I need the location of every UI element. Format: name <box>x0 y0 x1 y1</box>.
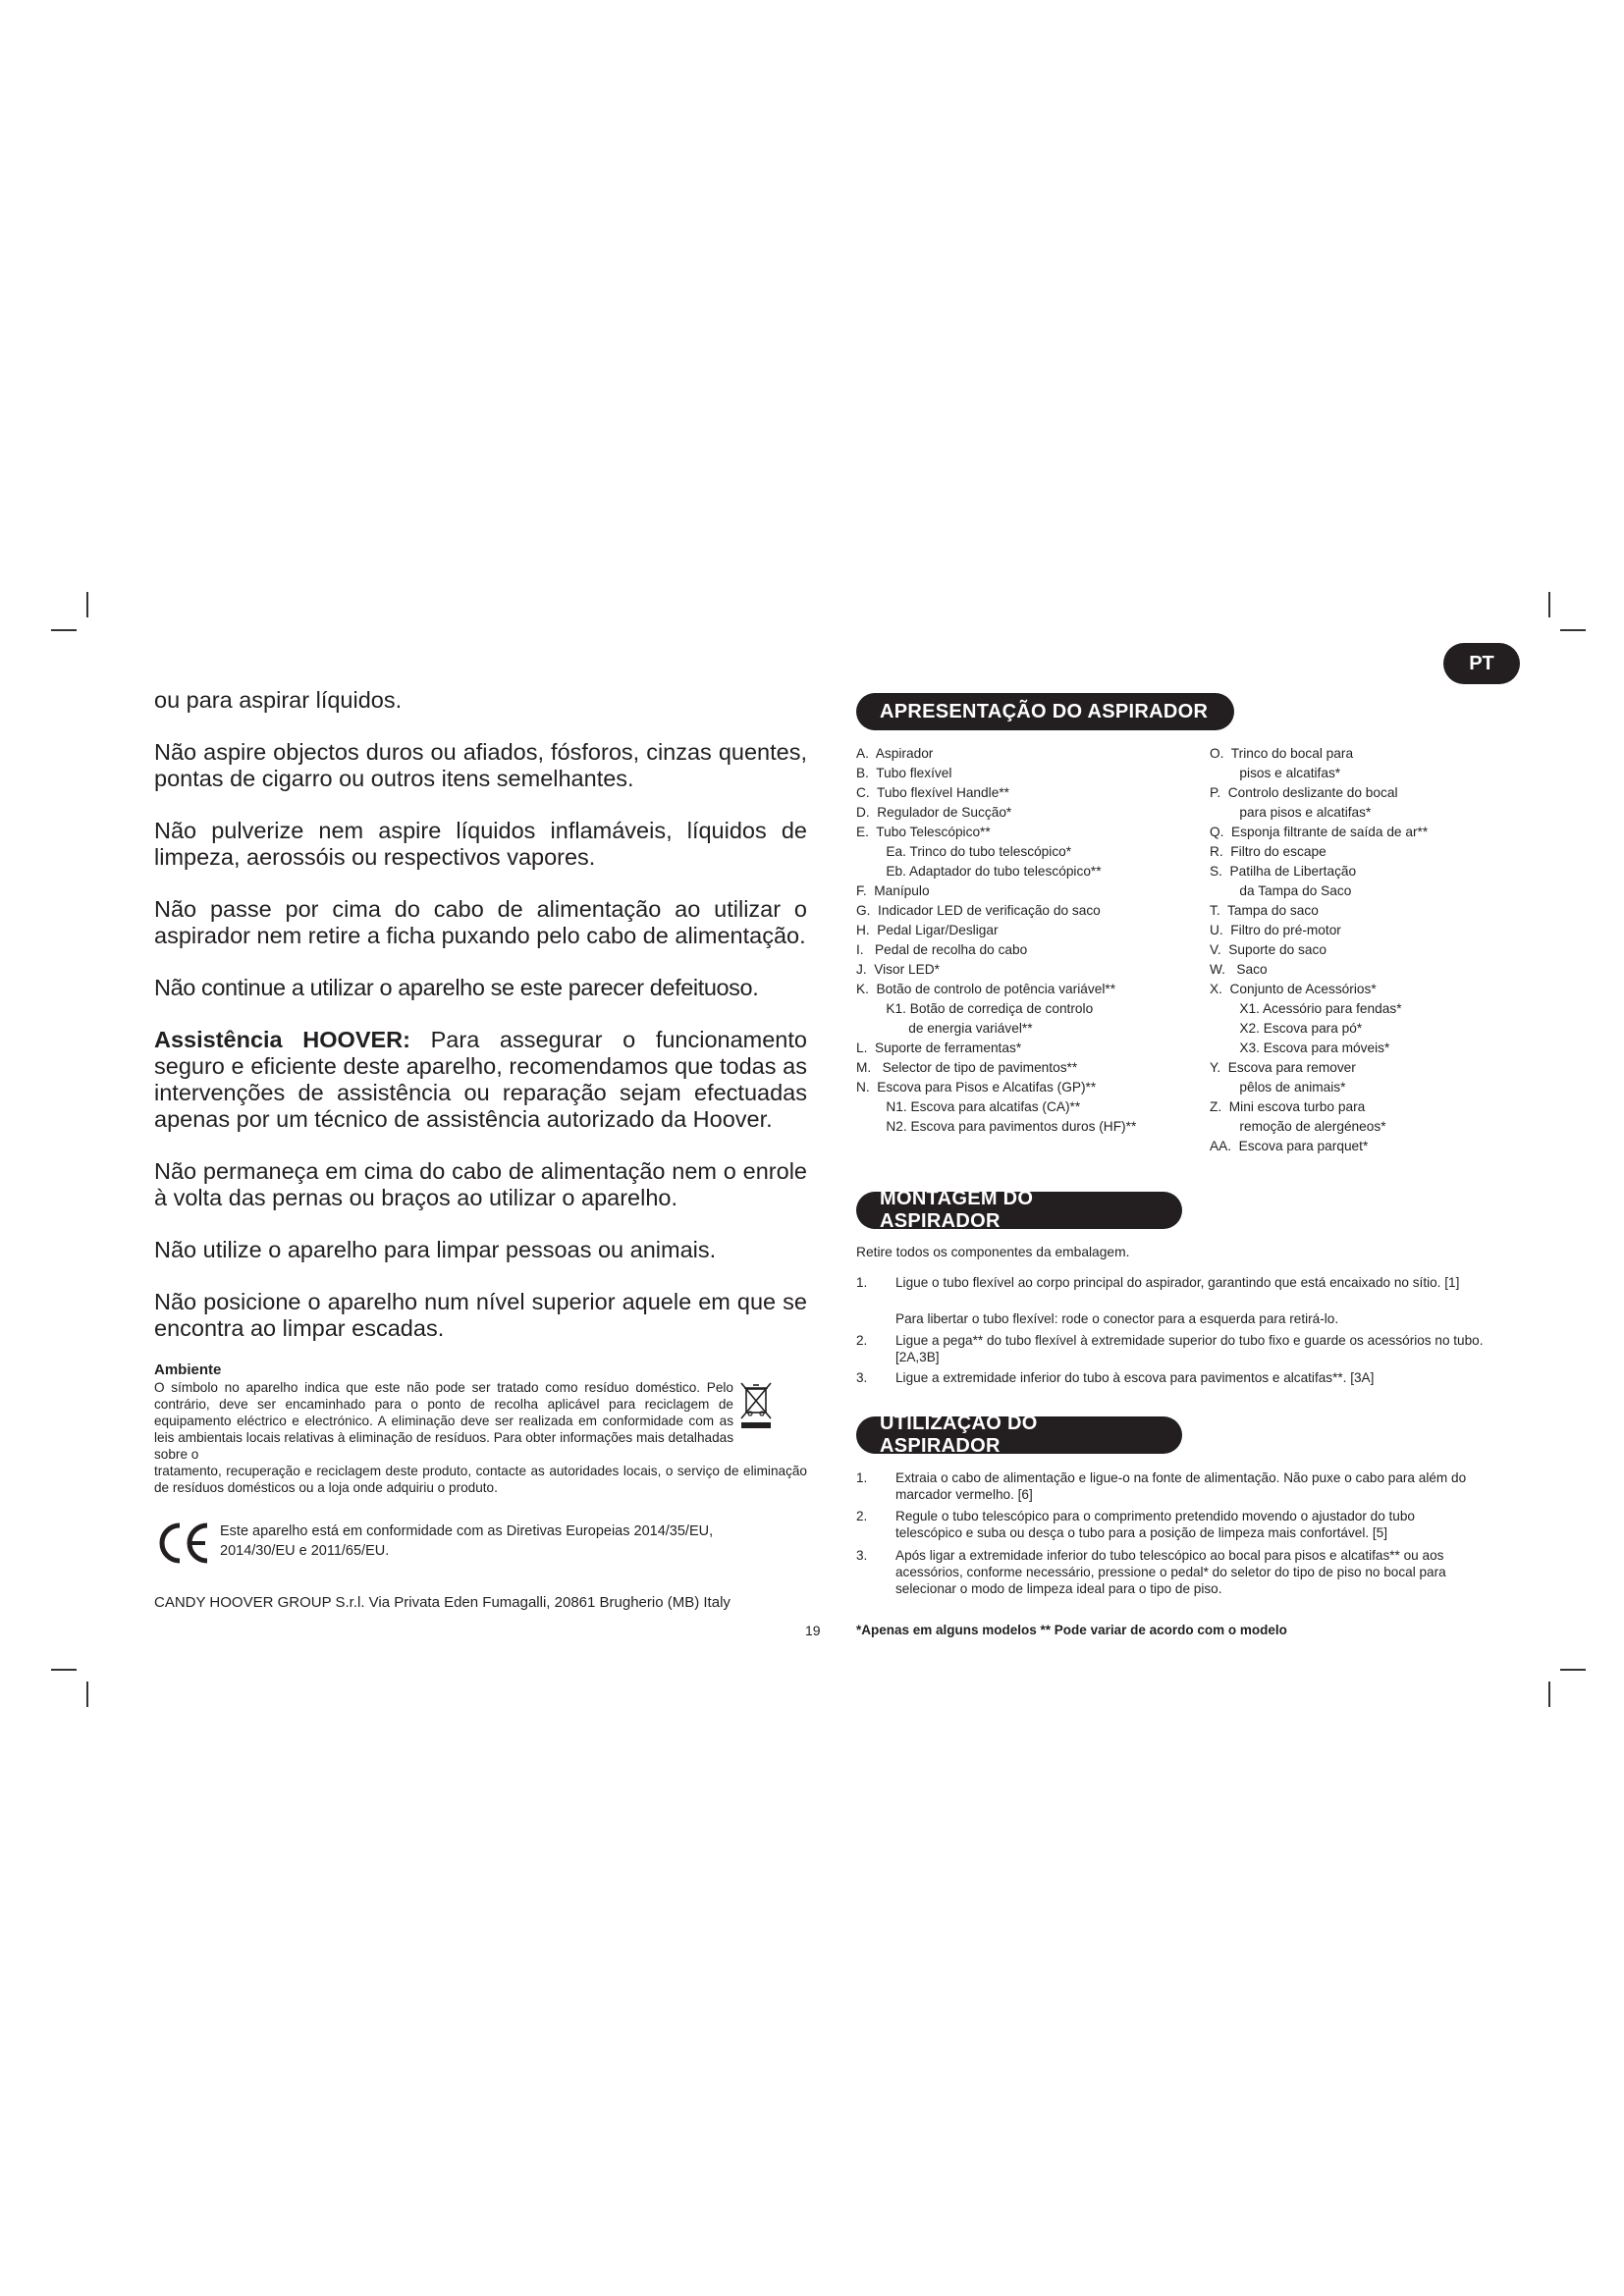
page-number: 19 <box>805 1623 821 1638</box>
environment-text-b: tratamento, recuperação e reciclagem deste produto, contacte as autoridades locais, o serviço de eliminação de resíduos domésticos ou a loja onde adquiriu o produto. <box>154 1464 807 1495</box>
assistance-paragraph <box>154 1027 807 1133</box>
crop-mark <box>1560 629 1586 631</box>
parts-list-item: F. Manípulo <box>856 883 930 898</box>
step-number: 1. <box>856 1470 868 1485</box>
left-column <box>154 687 807 1611</box>
step-number: 2. <box>856 1509 868 1523</box>
step-text: Regule o tubo telescópico para o comprimento pretendido movendo o ajustador do tubo telescópico e suba ou desça o tubo para a posição de limpeza mais confortável. [5] <box>895 1509 1415 1540</box>
parts-list-item: K1. Botão de corrediça de controlo <box>856 1001 1094 1016</box>
step-text: Ligue o tubo flexível ao corpo principal do aspirador, garantindo que está encaixado no sítio. [1] <box>895 1275 1460 1290</box>
parts-list-item: pisos e alcatifas* <box>1210 766 1341 780</box>
parts-list-item: N2. Escova para pavimentos duros (HF)** <box>856 1119 1137 1134</box>
safety-paragraph: Não aspire objectos duros ou afiados, fósforos, cinzas quentes, pontas de cigarro ou outros itens semelhantes. <box>154 739 807 791</box>
parts-list-item: da Tampa do Saco <box>1210 883 1352 898</box>
crop-mark <box>1548 1682 1550 1707</box>
safety-paragraph: Não continue a utilizar o aparelho se este parecer defeituoso. <box>154 975 759 1000</box>
parts-list-item: O. Trinco do bocal para <box>1210 746 1354 761</box>
parts-list-item: V. Suporte do saco <box>1210 942 1326 957</box>
parts-list-item: E. Tubo Telescópico** <box>856 825 991 839</box>
parts-list-item: Q. Esponja filtrante de saída de ar** <box>1210 825 1429 839</box>
language-badge: PT <box>1443 643 1520 684</box>
parts-list-item: L. Suporte de ferramentas* <box>856 1041 1022 1055</box>
parts-list-item: de energia variável** <box>856 1021 1033 1036</box>
parts-list-item: para pisos e alcatifas* <box>1210 805 1372 820</box>
crop-mark <box>51 1669 77 1671</box>
parts-list-item: M. Selector de tipo de pavimentos** <box>856 1060 1078 1075</box>
parts-list-item: P. Controlo deslizante do bocal <box>1210 785 1398 800</box>
section-heading-utilizacao: UTILIZAÇÃO DO ASPIRADOR <box>856 1416 1182 1454</box>
parts-list-item: A. Aspirador <box>856 746 934 761</box>
ce-text <box>220 1522 713 1561</box>
company-address: CANDY HOOVER GROUP S.r.l. Via Privata Eden Fumagalli, 20861 Brugherio (MB) Italy <box>154 1594 731 1611</box>
parts-list-item: AA. Escova para parquet* <box>1210 1139 1369 1153</box>
parts-list-item: I. Pedal de recolha do cabo <box>856 942 1028 957</box>
step-text: Ligue a pega** do tubo flexível à extremidade superior do tubo fixo e guarde os acessórios no tubo. [2A,3B] <box>895 1333 1484 1364</box>
crop-mark <box>86 592 88 617</box>
environment-text-a: O símbolo no aparelho indica que este não pode ser tratado como resíduo doméstico. Pelo contrário, deve ser encaminhado para o ponto de recolha aplicável para reciclagem de equipamento eléctrico e electrónico. A eliminação deve ser realizada em conformidade com as leis ambientais locais relativas à eliminação de resíduos. Para obter informações mais detalhadas sobre o <box>154 1380 733 1462</box>
assistance-label: Assistência HOOVER: <box>154 1027 410 1052</box>
parts-list-item: R. Filtro do escape <box>1210 844 1326 859</box>
parts-list-item: N. Escova para Pisos e Alcatifas (GP)** <box>856 1080 1097 1095</box>
step-number: 3. <box>856 1548 868 1563</box>
safety-paragraph: Não utilize o aparelho para limpar pessoas ou animais. <box>154 1237 717 1262</box>
section-heading-montagem: MONTAGEM DO ASPIRADOR <box>856 1192 1182 1229</box>
environment-title: Ambiente <box>154 1362 222 1378</box>
parts-list-item: X2. Escova para pó* <box>1210 1021 1363 1036</box>
parts-list-item: T. Tampa do saco <box>1210 903 1319 918</box>
parts-list-item: Ea. Trinco do tubo telescópico* <box>856 844 1072 859</box>
crop-mark <box>86 1682 88 1707</box>
parts-list-col2 <box>1210 744 1428 1156</box>
parts-list-col1 <box>856 744 1136 1137</box>
environment-text <box>154 1379 807 1496</box>
parts-list-item: D. Regulador de Sucção* <box>856 805 1012 820</box>
parts-list-item: C. Tubo flexível Handle** <box>856 785 1009 800</box>
parts-list-item: Z. Mini escova turbo para <box>1210 1099 1366 1114</box>
parts-list-item: X. Conjunto de Acessórios* <box>1210 982 1377 996</box>
step-text: Para libertar o tubo flexível: rode o conector para a esquerda para retirá-lo. <box>895 1311 1339 1326</box>
parts-list-item: U. Filtro do pré-motor <box>1210 923 1341 937</box>
parts-list-item: G. Indicador LED de verificação do saco <box>856 903 1101 918</box>
safety-paragraph: Não permaneça em cima do cabo de alimentação nem o enrole à volta das pernas ou braços ao utilizar o aparelho. <box>154 1158 807 1210</box>
crop-mark <box>51 629 77 631</box>
ce-conformity <box>154 1520 807 1569</box>
parts-list-item: N1. Escova para alcatifas (CA)** <box>856 1099 1081 1114</box>
crop-mark <box>1560 1669 1586 1671</box>
step-number: 2. <box>856 1333 868 1348</box>
ce-mark-icon <box>154 1520 215 1567</box>
parts-list-item: W. Saco <box>1210 962 1268 977</box>
ce-line: Este aparelho está em conformidade com as Diretivas Europeias 2014/35/EU, <box>220 1523 714 1539</box>
ce-line: 2014/30/EU e 2011/65/EU. <box>220 1543 390 1559</box>
step-number: 3. <box>856 1370 868 1385</box>
parts-list-item: S. Patilha de Libertação <box>1210 864 1357 879</box>
safety-paragraph: Não posicione o aparelho num nível superior aquele em que se encontra ao limpar escadas. <box>154 1289 807 1341</box>
safety-paragraph: Não passe por cima do cabo de alimentação ao utilizar o aspirador nem retire a ficha puxando pelo cabo de alimentação. <box>154 896 807 948</box>
safety-paragraph: ou para aspirar líquidos. <box>154 687 403 713</box>
step-text: Após ligar a extremidade inferior do tubo telescópico ao bocal para pisos e alcatifas** ou aos acessórios, conforme necessário, pressione o pedal* do seletor do tipo de piso no bocal para selecionar o modo de limpeza ideal para o tipo de piso. <box>895 1548 1446 1596</box>
parts-list-item: pêlos de animais* <box>1210 1080 1346 1095</box>
parts-list-item: J. Visor LED* <box>856 962 940 977</box>
parts-list-item: K. Botão de controlo de potência variável** <box>856 982 1116 996</box>
parts-list-item: Eb. Adaptador do tubo telescópico** <box>856 864 1102 879</box>
parts-list-item: remoção de alergéneos* <box>1210 1119 1386 1134</box>
parts-list-item: X3. Escova para móveis* <box>1210 1041 1390 1055</box>
step-number: 1. <box>856 1275 868 1290</box>
section-heading-apresentacao: APRESENTAÇÃO DO ASPIRADOR <box>856 693 1234 730</box>
assembly-intro: Retire todos os componentes da embalagem. <box>856 1245 1130 1259</box>
safety-paragraph: Não pulverize nem aspire líquidos inflamáveis, líquidos de limpeza, aerossóis ou respectivos vapores. <box>154 818 807 870</box>
step-text: Ligue a extremidade inferior do tubo à escova para pavimentos e alcatifas**. [3A] <box>895 1370 1375 1385</box>
parts-list-item: Y. Escova para remover <box>1210 1060 1356 1075</box>
crop-mark <box>1548 592 1550 617</box>
parts-list-item: H. Pedal Ligar/Desligar <box>856 923 999 937</box>
parts-list-item: B. Tubo flexível <box>856 766 952 780</box>
weee-bin-icon <box>739 1381 773 1430</box>
footer-note: *Apenas em alguns modelos ** Pode variar de acordo com o modelo <box>856 1623 1287 1637</box>
step-text: Extraia o cabo de alimentação e ligue-o na fonte de alimentação. Não puxe o cabo para além do marcador vermelho. [6] <box>895 1470 1467 1502</box>
assistance-text: Para assegurar o funcionamento seguro e eficiente deste aparelho, recomendamos que todas as intervenções de assistência ou reparação sejam efectuadas apenas por um técnico de assistência autorizado da Hoover. <box>154 1027 807 1132</box>
parts-list-item: X1. Acessório para fendas* <box>1210 1001 1402 1016</box>
